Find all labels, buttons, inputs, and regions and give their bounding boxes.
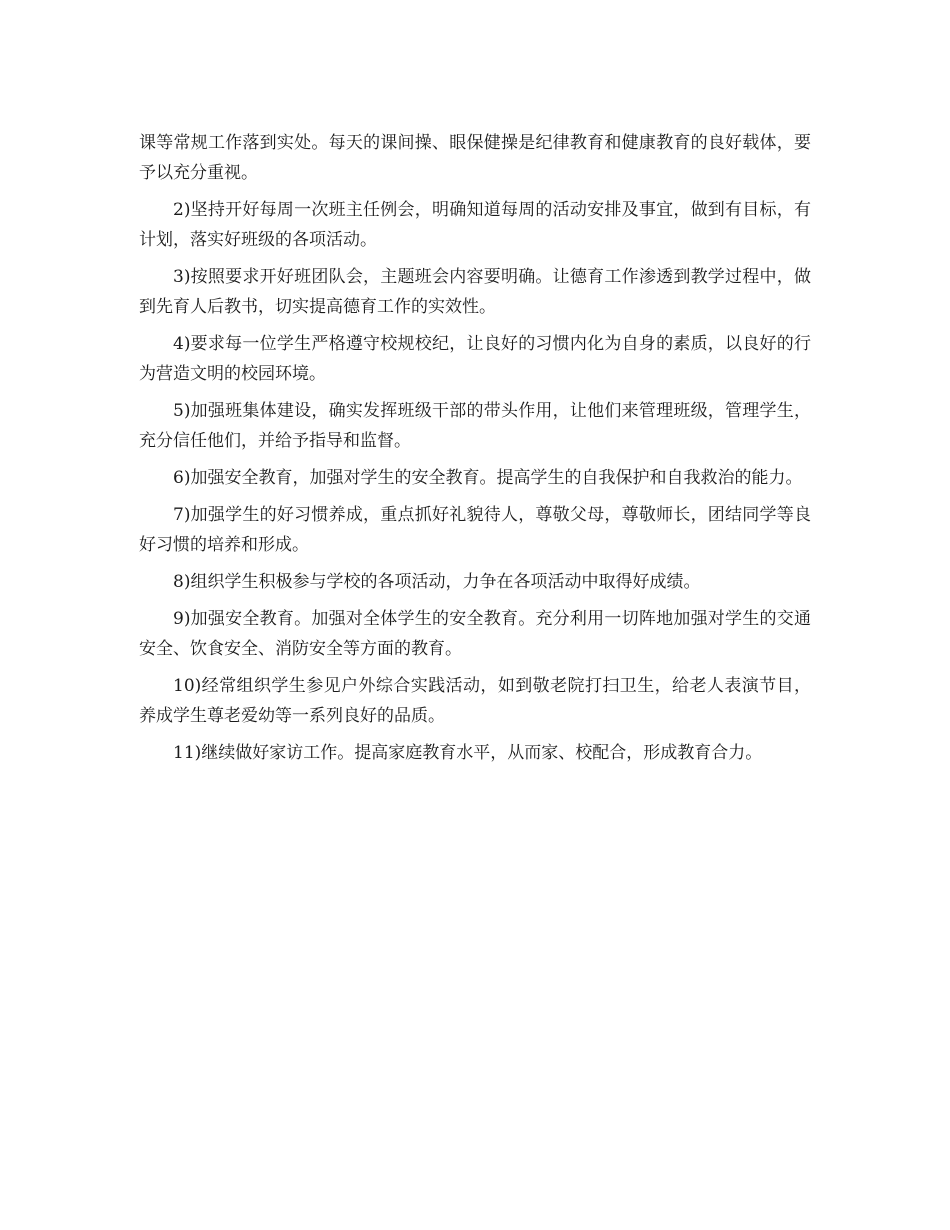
paragraph-item-10: 10)经常组织学生参见户外综合实践活动，如到敬老院打扫卫生，给老人表演节目，养成学生尊老爱幼等一系列良好的品质。 xyxy=(139,676,811,726)
paragraph-item-6: 6)加强安全教育，加强对学生的安全教育。提高学生的自我保护和自我救治的能力。 xyxy=(173,468,803,488)
paragraph-item-4: 4)要求每一位学生严格遵守校规校纪，让良好的习惯内化为自身的素质，以良好的行为营造文明的校园环境。 xyxy=(139,334,811,384)
paragraph-item-9: 9)加强安全教育。加强对全体学生的安全教育。充分利用一切阵地加强对学生的交通安全、饮食安全、消防安全等方面的教育。 xyxy=(139,609,811,659)
paragraph-continuation: 课等常规工作落到实处。每天的课间操、眼保健操是纪律教育和健康教育的良好载体，要予以充分重视。 xyxy=(139,133,811,183)
document-body xyxy=(139,128,811,775)
paragraph-item-7: 7)加强学生的好习惯养成，重点抓好礼貌待人，尊敬父母，尊敬师长，团结同学等良好习惯的培养和形成。 xyxy=(139,505,811,555)
paragraph-item-11: 11)继续做好家访工作。提高家庭教育水平，从而家、校配合，形成教育合力。 xyxy=(173,743,763,763)
paragraph-item-2: 2)坚持开好每周一次班主任例会，明确知道每周的活动安排及事宜，做到有目标，有计划，落实好班级的各项活动。 xyxy=(139,200,811,250)
paragraph-item-8: 8)组织学生积极参与学校的各项活动，力争在各项活动中取得好成绩。 xyxy=(173,572,701,592)
paragraph-item-3: 3)按照要求开好班团队会，主题班会内容要明确。让德育工作渗透到教学过程中，做到先育人后教书，切实提高德育工作的实效性。 xyxy=(139,267,811,317)
paragraph-item-5: 5)加强班集体建设，确实发挥班级干部的带头作用，让他们来管理班级，管理学生，充分信任他们，并给予指导和监督。 xyxy=(139,401,811,451)
